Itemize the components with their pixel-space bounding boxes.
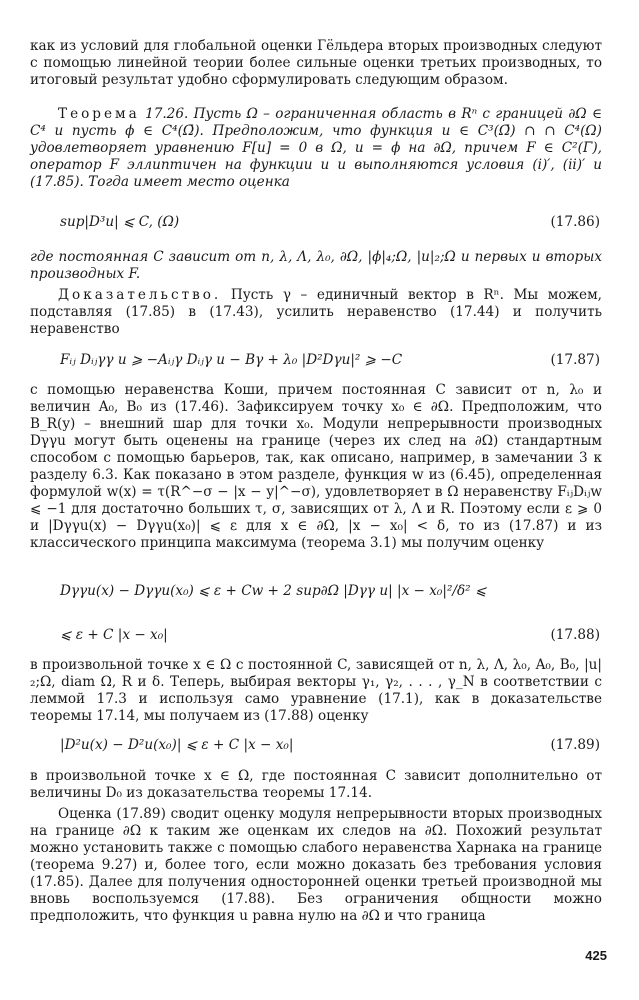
equation-17-88-line1 <box>60 583 600 605</box>
paragraph-intro: как из условий для глобальной оценки Гёльдера вторых производных следуют с помощью линейной теории более сильные оценки третьих производных, то итоговый результат удобно сформулировать следующим образом. <box>30 38 602 88</box>
equation-body: |D²u(x) − D²u(x₀)| ⩽ ε + C |x − x₀| <box>60 737 294 753</box>
paragraph-arbitrary-point: в произвольной точке x ∈ Ω, где постоянная C зависит дополнительно от величины D₀ из доказательства теоремы 17.14. <box>30 768 602 801</box>
theorem-body: 17.26. Пусть Ω – ограниченная область в Rⁿ с границей ∂Ω ∈ C⁴ и пусть ϕ ∈ C⁴(Ω̄). Предположим, что функция u ∈ C³(Ω̄) ∩ ∩ C⁴(Ω) удовлетворяет уравнению F[u] = 0 в Ω, u = ϕ на ∂Ω, причем F ∈ C²(Γ̄), оператор F эллиптичен на функции u и выполняются условия (i)′, (ii)′ и (17.85). Тогда имеет место оценка <box>30 106 603 190</box>
equation-body: ⩽ ε + C |x − x₀| <box>60 627 168 643</box>
equation-body: Dγγu(x) − Dγγu(x₀) ⩽ ε + Cw + 2 sup∂Ω |Dγγ u| |x − x₀|²/δ² ⩽ <box>60 583 487 599</box>
equation-number: (17.87) <box>550 352 600 368</box>
theorem-label: Теорема <box>58 106 140 122</box>
equation-body: sup|D³u| ⩽ C, (Ω) <box>60 214 180 230</box>
equation-17-89 <box>60 737 600 759</box>
page-number: 425 <box>585 948 607 963</box>
paragraph-estimate-reduction: Оценка (17.89) сводит оценку модуля непрерывности вторых производных на границе ∂Ω к таким же оценкам их следов на ∂Ω. Похожий результат можно установить также с помощью слабого неравенства Харнака на границе (теорема 9.27) и, более того, если можно доказать без требования условия (17.85). Далее для получения односторонней оценки третьей производной мы вновь воспользуемся (17.88). Без ограничения общности можно предположить, что функция u равна нулю на ∂Ω и что граница <box>30 806 602 924</box>
paragraph-vectors: в произвольной точке x ∈ Ω с постоянной C, зависящей от n, λ, Λ, λ₀, A₀, B₀, |u|₂;Ω, diam Ω, R и δ. Теперь, выбирая векторы γ₁, γ₂, . . . , γ_N в соответствии с леммой 17.3 и используя само уравнение (17.1), как в доказательстве теоремы 17.14, мы получаем из (17.88) оценку <box>30 657 602 724</box>
proof-label: Доказательство. <box>58 287 222 303</box>
proof-text: Пусть γ – единичный вектор в Rⁿ. Мы можем, подставляя (17.85) в (17.43), усилить неравенство (17.44) и получить неравенство <box>30 287 602 337</box>
paragraph-barrier-argument: с помощью неравенства Коши, причем постоянная C зависит от n, λ₀ и величин A₀, B₀ из (17.46). Зафиксируем точку x₀ ∈ ∂Ω. Предположим, что B_R(y) – внешний шар для точки x₀. Модули непрерывности производных Dγγu могут быть оценены на границе (через их след на ∂Ω) стандартным способом с помощью барьеров, так, как описано, например, в замечании 3 к разделу 6.3. Как показано в этом разделе, функция w из (6.45), определенная формулой w(x) = τ(R^−σ − |x − y|^−σ), удовлетворяет в Ω неравенству FᵢⱼDᵢⱼw ⩽ −1 для достаточно больших τ, σ, зависящих от λ, Λ и R. Поэтому если ε ⩾ 0 и |Dγγu(x) − Dγγu(x₀)| ⩽ ε для x ∈ ∂Ω, |x − x₀| < δ, то из (17.87) и из классического принципа максимума (теорема 3.1) мы получим оценку <box>30 382 602 551</box>
paragraph-proof-start <box>30 287 602 338</box>
paragraph-constant-dependence: где постоянная C зависит от n, λ, Λ, λ₀, ∂Ω, |ϕ|₄;Ω, |u|₂;Ω и первых и вторых производных F. <box>30 249 602 282</box>
theorem-17-26 <box>30 106 602 191</box>
equation-number: (17.88) <box>550 627 600 643</box>
equation-body: Fᵢⱼ Dᵢⱼγγ u ⩾ −Aᵢⱼγ Dᵢⱼγ u − Bγ + λ₀ |D²Dγu|² ⩾ −C <box>60 352 403 368</box>
equation-17-87 <box>60 352 600 374</box>
equation-17-86 <box>60 214 600 236</box>
equation-17-88-line2 <box>60 627 600 649</box>
equation-number: (17.89) <box>550 737 600 753</box>
equation-number: (17.86) <box>550 214 600 230</box>
